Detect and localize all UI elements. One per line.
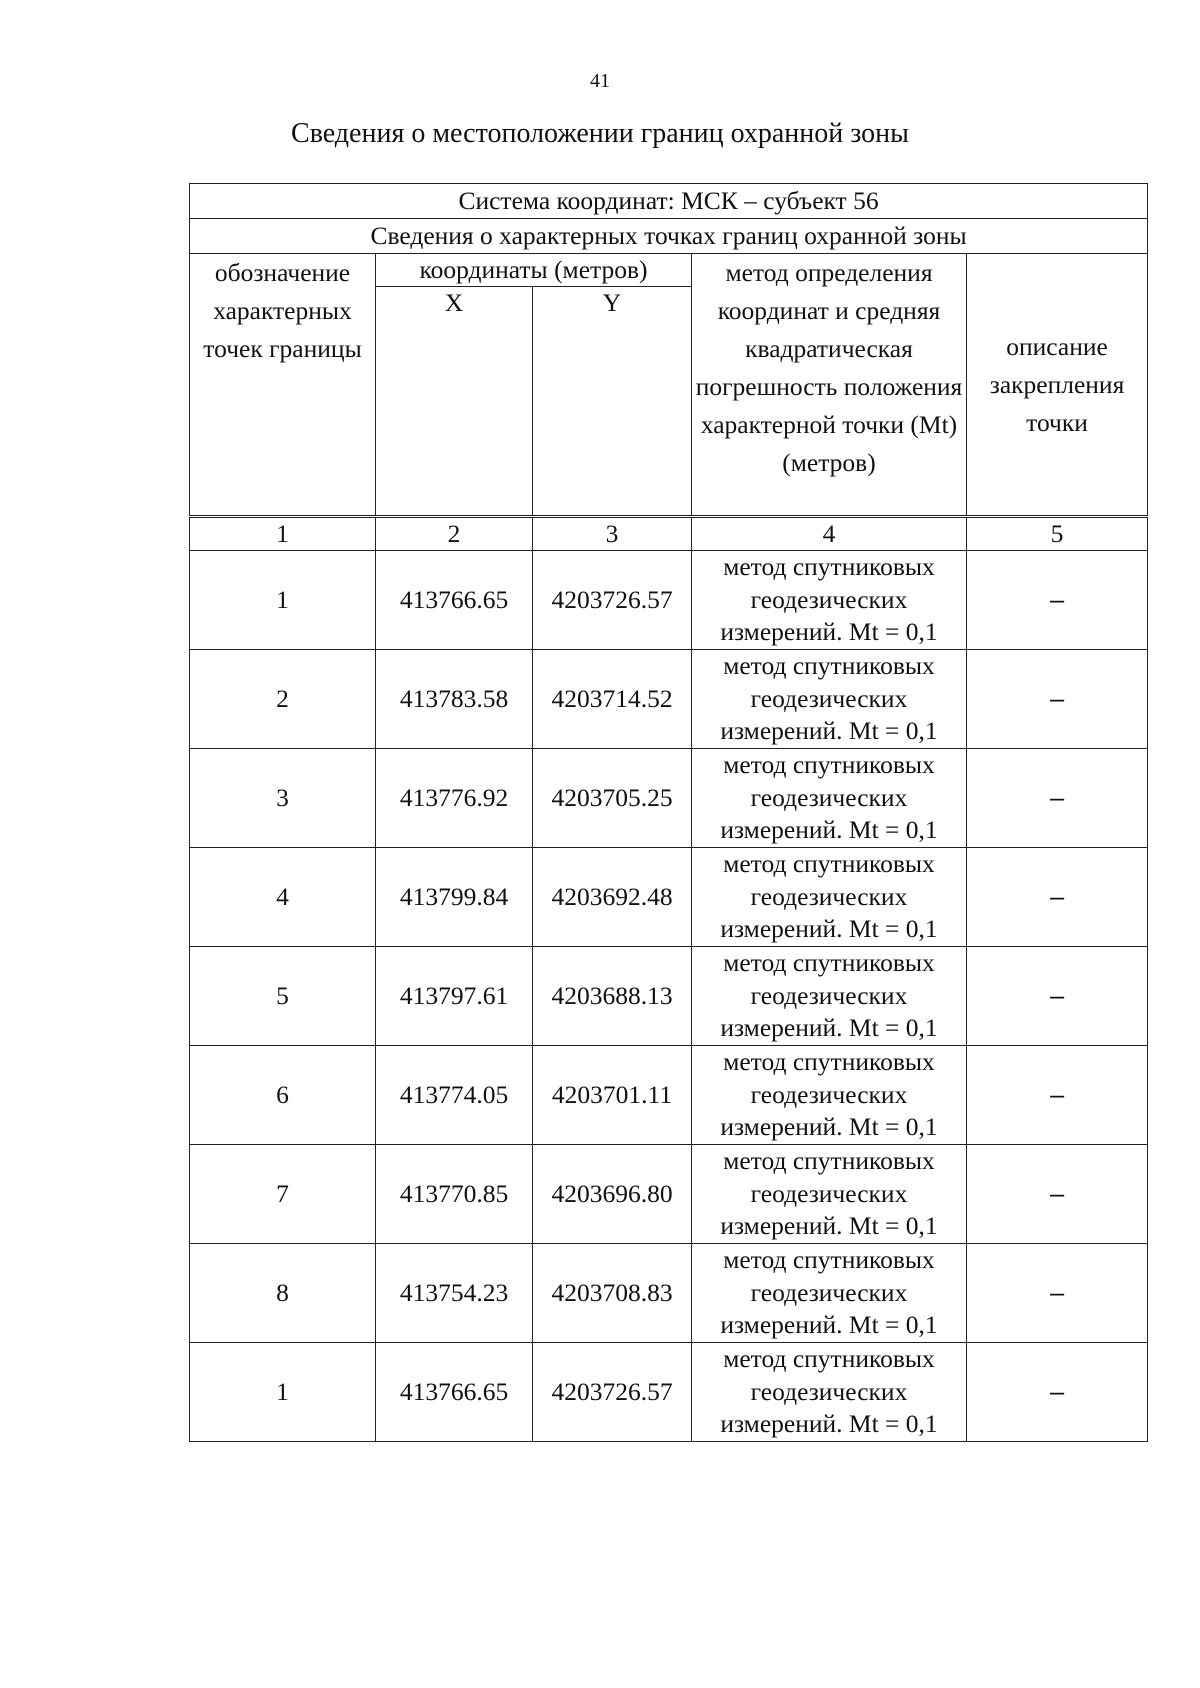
method-line: метод спутниковых: [723, 552, 935, 582]
column-number: 5: [967, 517, 1148, 551]
method-line: измерений. Mt = 0,1: [720, 716, 938, 746]
method-line: измерений. Mt = 0,1: [720, 914, 938, 944]
method-line: геодезических: [750, 1079, 908, 1109]
table-row: [190, 749, 1148, 848]
method-line: геодезических: [750, 980, 908, 1010]
table-row: [190, 1145, 1148, 1244]
point-number-cell: 1: [190, 1343, 376, 1442]
y-coordinate-cell: 4203726.57: [533, 551, 692, 650]
header-x: X: [376, 287, 533, 517]
column-number: 1: [190, 517, 376, 551]
header-coordinates: координаты (метров): [376, 254, 692, 287]
method-line: измерений. Mt = 0,1: [720, 1310, 938, 1340]
coordinate-system-row: [190, 184, 1148, 219]
x-coordinate-cell: 413766.65: [376, 1343, 533, 1442]
column-number-row: [190, 517, 1148, 551]
point-number-cell: 5: [190, 947, 376, 1046]
point-number-cell: 8: [190, 1244, 376, 1343]
method-cell: [692, 551, 967, 650]
y-coordinate-cell: 4203696.80: [533, 1145, 692, 1244]
description-cell: –: [967, 947, 1148, 1046]
method-cell: [692, 1244, 967, 1343]
column-number: 2: [376, 517, 533, 551]
table-row: [190, 1343, 1148, 1442]
method-line: геодезических: [750, 683, 908, 713]
method-line: измерений. Mt = 0,1: [720, 1013, 938, 1043]
y-coordinate-cell: 4203688.13: [533, 947, 692, 1046]
method-line: измерений. Mt = 0,1: [720, 815, 938, 845]
method-cell: [692, 947, 967, 1046]
description-cell: –: [967, 1046, 1148, 1145]
method-line: геодезических: [750, 881, 908, 911]
header-row: [190, 254, 1148, 287]
method-line: метод спутниковых: [723, 750, 935, 780]
x-coordinate-cell: 413783.58: [376, 650, 533, 749]
y-coordinate-cell: 4203714.52: [533, 650, 692, 749]
table-caption: Сведения о характерных точках границ охранной зоны: [190, 219, 1148, 254]
table-row: [190, 1046, 1148, 1145]
method-cell: [692, 1343, 967, 1442]
method-line: геодезических: [750, 584, 908, 614]
method-cell: [692, 650, 967, 749]
table-row: [190, 848, 1148, 947]
description-cell: –: [967, 650, 1148, 749]
table-row: [190, 650, 1148, 749]
method-cell: [692, 848, 967, 947]
table-row: [190, 551, 1148, 650]
method-line: метод спутниковых: [723, 849, 935, 879]
method-line: метод спутниковых: [723, 1245, 935, 1275]
method-line: геодезических: [750, 782, 908, 812]
x-coordinate-cell: 413766.65: [376, 551, 533, 650]
document-title: Сведения о местоположении границ охранной зоны: [291, 118, 909, 149]
header-method: метод определения координат и средняя квадратическая погрешность положения характерной точки (Mt) (метров): [692, 254, 967, 517]
point-number-cell: 4: [190, 848, 376, 947]
y-coordinate-cell: 4203701.11: [533, 1046, 692, 1145]
method-line: метод спутниковых: [723, 1047, 935, 1077]
header-designation: обозначение характерных точек границы: [190, 254, 376, 517]
method-line: геодезических: [750, 1277, 908, 1307]
method-line: метод спутниковых: [723, 1344, 935, 1374]
method-line: измерений. Mt = 0,1: [720, 617, 938, 647]
y-coordinate-cell: 4203708.83: [533, 1244, 692, 1343]
y-coordinate-cell: 4203692.48: [533, 848, 692, 947]
method-cell: [692, 1145, 967, 1244]
x-coordinate-cell: 413799.84: [376, 848, 533, 947]
x-coordinate-cell: 413797.61: [376, 947, 533, 1046]
method-line: измерений. Mt = 0,1: [720, 1211, 938, 1241]
description-cell: –: [967, 551, 1148, 650]
method-line: измерений. Mt = 0,1: [720, 1409, 938, 1439]
table-row: [190, 1244, 1148, 1343]
boundary-points-table: [189, 183, 1148, 1442]
point-number-cell: 7: [190, 1145, 376, 1244]
point-number-cell: 3: [190, 749, 376, 848]
method-line: геодезических: [750, 1178, 908, 1208]
point-number-cell: 2: [190, 650, 376, 749]
y-coordinate-cell: 4203726.57: [533, 1343, 692, 1442]
description-cell: –: [967, 1145, 1148, 1244]
x-coordinate-cell: 413770.85: [376, 1145, 533, 1244]
column-number: 4: [692, 517, 967, 551]
column-number: 3: [533, 517, 692, 551]
point-number-cell: 6: [190, 1046, 376, 1145]
description-cell: –: [967, 1244, 1148, 1343]
table-caption-row: [190, 219, 1148, 254]
x-coordinate-cell: 413774.05: [376, 1046, 533, 1145]
point-number-cell: 1: [190, 551, 376, 650]
x-coordinate-cell: 413776.92: [376, 749, 533, 848]
description-cell: –: [967, 848, 1148, 947]
method-line: метод спутниковых: [723, 948, 935, 978]
method-line: метод спутниковых: [723, 1146, 935, 1176]
description-cell: –: [967, 1343, 1148, 1442]
header-y: Y: [533, 287, 692, 517]
coordinate-system-label: Система координат: МСК – субъект 56: [190, 184, 1148, 219]
method-line: геодезических: [750, 1376, 908, 1406]
method-cell: [692, 749, 967, 848]
x-coordinate-cell: 413754.23: [376, 1244, 533, 1343]
table-row: [190, 947, 1148, 1046]
page-number: 41: [590, 70, 610, 92]
y-coordinate-cell: 4203705.25: [533, 749, 692, 848]
method-line: измерений. Mt = 0,1: [720, 1112, 938, 1142]
header-description: описание закрепления точки: [967, 254, 1148, 517]
description-cell: –: [967, 749, 1148, 848]
method-cell: [692, 1046, 967, 1145]
method-line: метод спутниковых: [723, 651, 935, 681]
